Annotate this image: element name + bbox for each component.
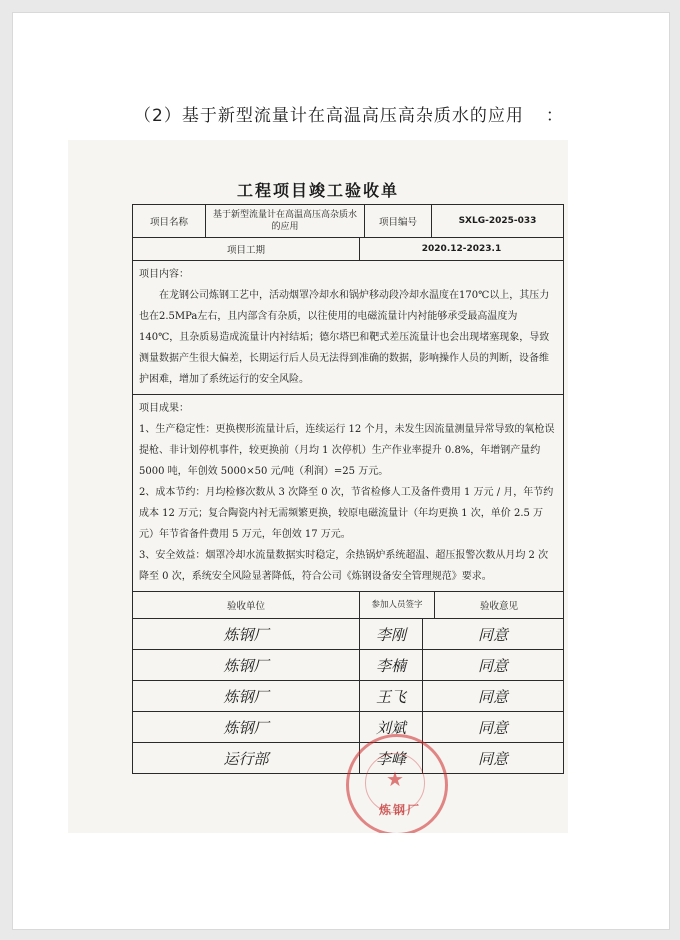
signoff-row <box>133 681 563 712</box>
signoff-opinion: 同意 <box>477 625 508 644</box>
project-period-row <box>133 238 563 261</box>
project-name-row <box>133 205 563 238</box>
signoff-opinion: 同意 <box>477 718 508 737</box>
signoff-unit-header: 验收单位 <box>133 592 360 618</box>
signoff-row <box>133 619 563 650</box>
form-title: 工程项目竣工验收单 <box>236 181 399 200</box>
project-name-value: 基于新型流量计在高温高压高杂质水的应用 <box>206 205 365 237</box>
scanned-form <box>68 140 568 833</box>
signoff-unit: 运行部 <box>133 743 360 773</box>
result-item: 3、安全效益：烟罩冷却水流量数据实时稳定，余热锅炉系统超温、超压报警次数从月均 2 次降至 0 次，系统安全风险显著降低，符合公司《炼钢设备安全管理规范》要求。 <box>139 550 549 582</box>
signoff-unit: 炼钢厂 <box>133 681 360 711</box>
seal-star-icon: ★ <box>386 767 404 791</box>
signoff-opinion: 同意 <box>477 656 508 675</box>
signoff-person: 李峰 <box>360 743 423 773</box>
caption-text: （2）基于新型流量计在高温高压高杂质水的应用 <box>134 106 524 126</box>
signoff-unit: 炼钢厂 <box>133 712 360 742</box>
signoff-opinion: 同意 <box>477 749 508 768</box>
acceptance-table <box>132 204 564 774</box>
project-period-label: 项目工期 <box>133 238 360 260</box>
project-content-row <box>133 261 563 395</box>
signoff-row <box>133 650 563 681</box>
project-code-value: SXLG-2025-033 <box>458 216 537 226</box>
signoff-person: 李楠 <box>360 650 423 680</box>
project-results-row <box>133 395 563 592</box>
signoff-person: 王飞 <box>360 681 423 711</box>
project-name-label: 项目名称 <box>133 205 206 237</box>
red-seal-stamp <box>346 734 448 833</box>
signoff-unit: 炼钢厂 <box>133 619 360 649</box>
seal-text: 炼钢厂 <box>379 803 422 817</box>
signoff-unit: 炼钢厂 <box>133 650 360 680</box>
content-heading: 项目内容： <box>139 269 189 280</box>
figure-caption <box>134 101 564 126</box>
results-heading: 项目成果： <box>139 403 189 414</box>
signoff-row <box>133 712 563 743</box>
project-content <box>133 261 563 394</box>
project-code-label: 项目编号 <box>365 205 432 237</box>
result-item: 2、成本节约：月均检修次数从 3 次降至 0 次，节省检修人工及备件费用 1 万元 / 月，年节约成本 12 万元；复合陶瓷内衬无需频繁更换，较原电磁流量计（年均更换 1 次，单价 2.5 万元）年节省备件费用 5 万元，年创效 17 万元。 <box>139 487 554 540</box>
result-item: 1、生产稳定性：更换楔形流量计后，连续运行 12 个月，未发生因流量测量异常导致的氧枪误提枪、非计划停机事件，较更换前（月均 1 次停机）生产作业率提升 0.8%，年增钢产量约 5000 吨，年创效 5000×50 元/吨（利润）=25 万元。 <box>139 424 555 477</box>
signoff-person-header: 参加人员签字 <box>360 592 435 618</box>
project-period-value: 2020.12-2023.1 <box>421 244 502 254</box>
signoff-person: 李刚 <box>360 619 423 649</box>
signoff-opinion-header: 验收意见 <box>479 601 518 612</box>
content-text: 在龙钢公司炼钢工艺中，活动烟罩冷却水和锅炉移动段冷却水温度在170℃以上，其压力也在2.5MPa左右，且内部含有杂质，以往使用的电磁流量计内衬能够承受最高温度为140℃，且杂质易造成流量计内衬结垢；德尔塔巴和靶式差压流量计也会出现堵塞现象，导致测量数据产生很大偏差，长期运行后人员无法得到准确的数据，影响操作人员的判断，设备维护困难，增加了系统运行的安全风险。 <box>139 290 550 385</box>
signoff-header-row <box>133 592 563 619</box>
signoff-opinion: 同意 <box>477 687 508 706</box>
caption-colon: ： <box>545 106 564 126</box>
signoff-person: 刘斌 <box>360 712 423 742</box>
project-results <box>133 395 563 591</box>
